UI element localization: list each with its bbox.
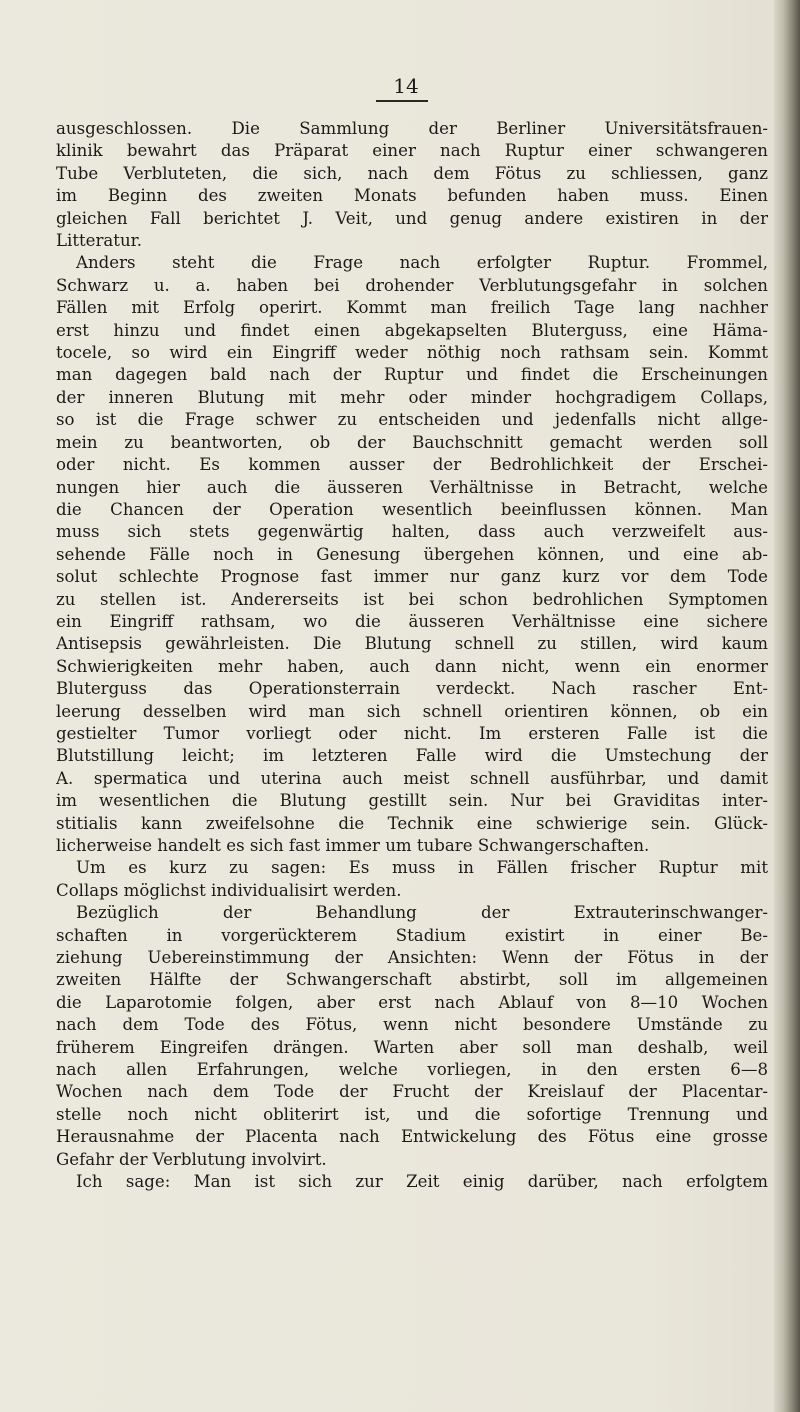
page-edge-shadow bbox=[774, 0, 800, 1412]
text-line: Blutstillung leicht; im letzteren Falle wird die Umstechung der bbox=[56, 746, 768, 766]
text-line: sehende Fälle noch in Genesung übergehen können, und eine ab- bbox=[56, 544, 768, 564]
text-line: stitialis kann zweifelsohne die Technik eine schwierige sein. Glück- bbox=[56, 813, 768, 833]
text-line: oder nicht. Es kommen ausser der Bedrohlichkeit der Erschei- bbox=[56, 455, 768, 475]
text-line: leerung desselben wird man sich schnell orientiren können, ob ein bbox=[56, 701, 768, 721]
body-text bbox=[56, 118, 768, 1194]
text-line: im wesentlichen die Blutung gestillt sein. Nur bei Graviditas inter- bbox=[56, 791, 768, 811]
text-line: tocele, so wird ein Eingriff weder nöthig noch rathsam sein. Kommt bbox=[56, 343, 768, 363]
text-line: erst hinzu und findet einen abgekapselten Bluterguss, eine Häma- bbox=[56, 320, 768, 340]
paragraph bbox=[56, 857, 768, 902]
text-line: Um es kurz zu sagen: Es muss in Fällen frischer Ruptur mit bbox=[76, 858, 768, 878]
text-line: klinik bewahrt das Präparat einer nach Ruptur einer schwangeren bbox=[56, 141, 768, 161]
paragraph bbox=[56, 118, 768, 252]
text-line: Bluterguss das Operationsterrain verdeckt. Nach rascher Ent- bbox=[56, 679, 768, 699]
text-line: zweiten Hälfte der Schwangerschaft abstirbt, soll im allgemeinen bbox=[56, 970, 768, 990]
text-line: nach allen Erfahrungen, welche vorliegen, in den ersten 6—8 bbox=[56, 1060, 768, 1080]
paragraph bbox=[56, 1171, 768, 1193]
text-line: Litteratur. bbox=[56, 231, 143, 251]
text-line: Antisepsis gewährleisten. Die Blutung schnell zu stillen, wird kaum bbox=[56, 634, 768, 654]
text-line: im Beginn des zweiten Monats befunden haben muss. Einen bbox=[56, 186, 768, 206]
text-line: man dagegen bald nach der Ruptur und findet die Erscheinungen bbox=[56, 365, 768, 385]
text-line: die Laparotomie folgen, aber erst nach Ablauf von 8—10 Wochen bbox=[56, 992, 768, 1012]
text-line: ausgeschlossen. Die Sammlung der Berliner Universitätsfrauen- bbox=[56, 119, 768, 138]
text-line: nungen hier auch die äusseren Verhältnisse in Betracht, welche bbox=[56, 477, 768, 497]
text-line: stelle noch nicht obliterirt ist, und die sofortige Trennung und bbox=[56, 1104, 768, 1124]
page-number-rule bbox=[376, 100, 428, 102]
text-line: ein Eingriff rathsam, wo die äusseren Verhältnisse eine sichere bbox=[56, 611, 768, 631]
text-line: schaften in vorgerückterem Stadium existirt in einer Be- bbox=[56, 925, 768, 945]
text-line: licherweise handelt es sich fast immer um tubare Schwangerschaften. bbox=[56, 836, 650, 855]
text-line: solut schlechte Prognose fast immer nur ganz kurz vor dem Tode bbox=[56, 567, 768, 587]
text-line: Schwarz u. a. haben bei drohender Verblutungsgefahr in solchen bbox=[56, 275, 768, 295]
text-line: Wochen nach dem Tode der Frucht der Kreislauf der Placentar- bbox=[56, 1082, 768, 1102]
text-line: muss sich stets gegenwärtig halten, dass auch verzweifelt aus- bbox=[56, 522, 768, 542]
text-line: Herausnahme der Placenta nach Entwickelung des Fötus eine grosse bbox=[56, 1127, 768, 1147]
text-line: ziehung Uebereinstimmung der Ansichten: Wenn der Fötus in der bbox=[56, 948, 768, 968]
text-line: Collaps möglichst individualisirt werden. bbox=[56, 880, 402, 900]
text-line: die Chancen der Operation wesentlich beeinflussen können. Man bbox=[56, 499, 768, 519]
text-line: Ich sage: Man ist sich zur Zeit einig darüber, nach erfolgtem bbox=[76, 1172, 768, 1192]
text-line: Fällen mit Erfolg operirt. Kommt man freilich Tage lang nachher bbox=[56, 298, 768, 318]
text-line: A. spermatica und uterina auch meist schnell ausführbar, und damit bbox=[56, 768, 768, 788]
page-number: 14 bbox=[393, 74, 419, 98]
text-line: gestielter Tumor vorliegt oder nicht. Im ersteren Falle ist die bbox=[56, 723, 768, 743]
text-line: Anders steht die Frage nach erfolgter Ruptur. Frommel, bbox=[76, 253, 768, 273]
text-line: Gefahr der Verblutung involvirt. bbox=[56, 1149, 327, 1169]
text-line: Tube Verbluteten, die sich, nach dem Fötus zu schliessen, ganz bbox=[56, 163, 768, 183]
text-line: Schwierigkeiten mehr haben, auch dann nicht, wenn ein enormer bbox=[56, 656, 768, 676]
text-line: mein zu beantworten, ob der Bauchschnitt gemacht werden soll bbox=[56, 432, 768, 452]
text-line: zu stellen ist. Andererseits ist bei schon bedrohlichen Symptomen bbox=[56, 589, 768, 609]
text-line: Bezüglich der Behandlung der Extrauterinschwanger- bbox=[76, 903, 768, 923]
paragraph bbox=[56, 902, 768, 1171]
text-line: so ist die Frage schwer zu entscheiden und jedenfalls nicht allge- bbox=[56, 410, 768, 430]
text-line: früherem Eingreifen drängen. Warten aber soll man deshalb, weil bbox=[56, 1037, 768, 1057]
paragraph bbox=[56, 252, 768, 857]
text-line: nach dem Tode des Fötus, wenn nicht besondere Umstände zu bbox=[56, 1015, 768, 1035]
text-line: der inneren Blutung mit mehr oder minder hochgradigem Collaps, bbox=[56, 387, 768, 407]
text-line: gleichen Fall berichtet J. Veit, und genug andere existiren in der bbox=[56, 208, 768, 228]
